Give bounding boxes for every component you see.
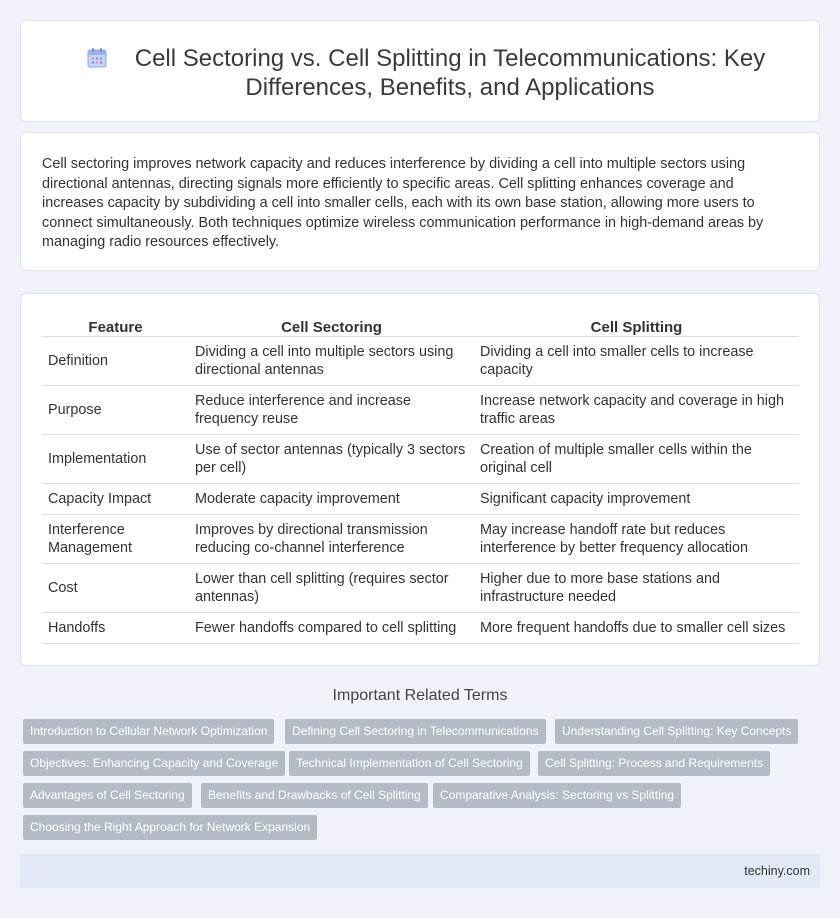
header-cell-sectoring: Cell Sectoring [189, 316, 474, 337]
related-term-tag[interactable]: Comparative Analysis: Sectoring vs Splitting [433, 783, 681, 808]
row-feature: Cost [42, 564, 189, 613]
row-feature: Purpose [42, 386, 189, 435]
row-feature: Definition [42, 337, 189, 386]
footer-site[interactable]: techiny.com [744, 864, 810, 878]
row-sectoring: Improves by directional transmission reducing co-channel interference [189, 515, 474, 564]
related-term-tag[interactable]: Cell Splitting: Process and Requirements [538, 751, 770, 776]
row-feature: Handoffs [42, 613, 189, 644]
row-sectoring: Use of sector antennas (typically 3 sectors per cell) [189, 435, 474, 484]
table-row [42, 515, 799, 564]
row-sectoring: Lower than cell splitting (requires sector antennas) [189, 564, 474, 613]
comparison-card [20, 293, 820, 666]
row-feature: Implementation [42, 435, 189, 484]
row-splitting: Increase network capacity and coverage in high traffic areas [474, 386, 799, 435]
table-row [42, 484, 799, 515]
related-term-tag[interactable]: Objectives: Enhancing Capacity and Coverage [23, 751, 285, 776]
row-splitting: Dividing a cell into smaller cells to increase capacity [474, 337, 799, 386]
related-term-tag[interactable]: Benefits and Drawbacks of Cell Splitting [201, 783, 428, 808]
related-term-tag[interactable]: Defining Cell Sectoring in Telecommunications [285, 719, 546, 744]
table-row [42, 386, 799, 435]
intro-text: Cell sectoring improves network capacity and reduces interference by dividing a cell into multiple sectors using directional antennas, directing signals more efficiently to specific areas. Cell splitting enhances coverage and increases capacity by subdividing a cell into smaller cells, each with its own base station, allowing more users to connect simultaneously. Both techniques optimize wireless communication performance in high-demand areas by managing radio resources effectively. [42, 156, 764, 251]
footer [20, 854, 820, 888]
table-row [42, 435, 799, 484]
row-splitting: Higher due to more base stations and infrastructure needed [474, 564, 799, 613]
row-sectoring: Moderate capacity improvement [189, 484, 474, 515]
related-term-tag[interactable]: Choosing the Right Approach for Network Expansion [23, 815, 317, 840]
row-sectoring: Dividing a cell into multiple sectors using directional antennas [189, 337, 474, 386]
related-term-tag[interactable]: Understanding Cell Splitting: Key Concepts [555, 719, 798, 744]
comparison-table [42, 316, 799, 644]
row-feature: Interference Management [42, 515, 189, 564]
row-sectoring: Reduce interference and increase frequency reuse [189, 386, 474, 435]
title-card [20, 20, 820, 122]
row-splitting: Significant capacity improvement [474, 484, 799, 515]
related-term-tag[interactable]: Introduction to Cellular Network Optimization [23, 719, 274, 744]
related-terms-title: Important Related Terms [332, 687, 508, 704]
table-row [42, 337, 799, 386]
row-splitting: More frequent handoffs due to smaller cell sizes [474, 613, 799, 644]
header-feature: Feature [42, 316, 189, 337]
header-cell-splitting: Cell Splitting [474, 316, 799, 337]
table-header-row [42, 316, 799, 337]
table-row [42, 564, 799, 613]
row-sectoring: Fewer handoffs compared to cell splitting [189, 613, 474, 644]
calendar-icon [86, 47, 108, 69]
row-feature: Capacity Impact [42, 484, 189, 515]
row-splitting: May increase handoff rate but reduces interference by better frequency allocation [474, 515, 799, 564]
page-title: Cell Sectoring vs. Cell Splitting in Telecommunications: Key Differences, Benefits, and Applications [134, 45, 766, 101]
table-row [42, 613, 799, 644]
intro-card [20, 132, 820, 271]
related-term-tag[interactable]: Technical Implementation of Cell Sectoring [289, 751, 530, 776]
row-splitting: Creation of multiple smaller cells within the original cell [474, 435, 799, 484]
related-term-tag[interactable]: Advantages of Cell Sectoring [23, 783, 192, 808]
